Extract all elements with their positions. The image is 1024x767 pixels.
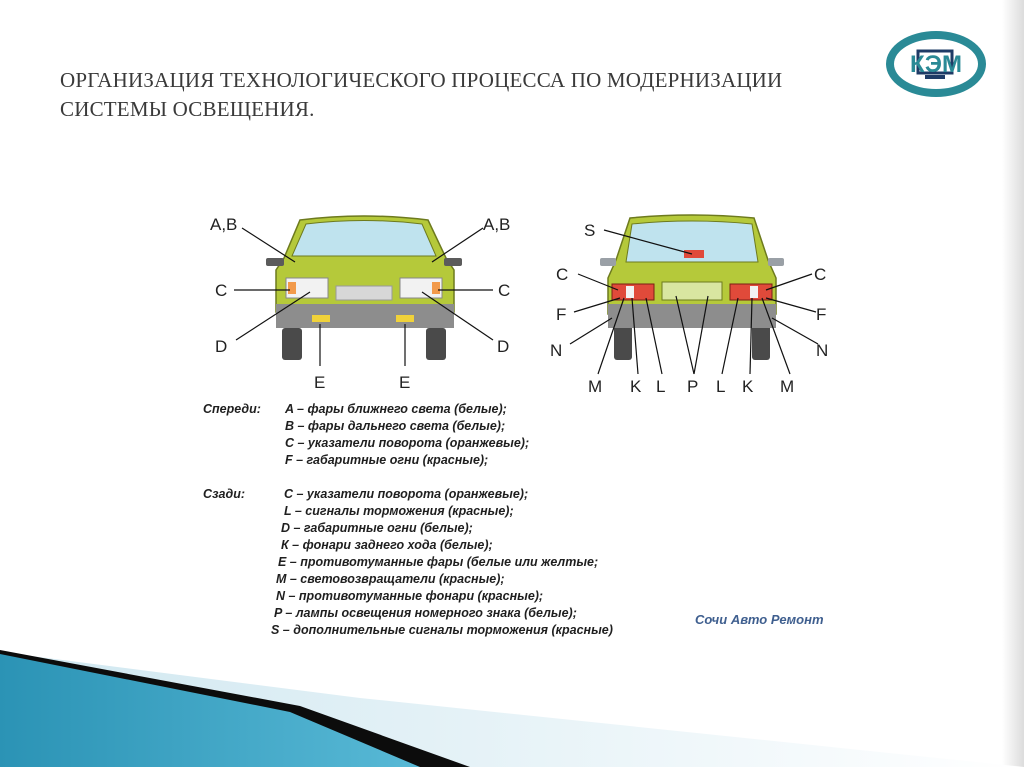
legend-rear-item: E – противотуманные фары (белые или желтые; (278, 555, 599, 569)
label-front-e-left: E (314, 373, 326, 392)
label-front-d-left: D (215, 337, 228, 356)
label-front-c-left: C (215, 281, 228, 300)
legend-rear-item: C – указатели поворота (оранжевые); (284, 487, 529, 501)
slide-title-line2: СИСТЕМЫ ОСВЕЩЕНИЯ. (60, 97, 315, 121)
kem-logo (883, 27, 989, 101)
front-windshield (292, 221, 436, 257)
legend-rear-item: L – сигналы торможения (красные); (284, 504, 514, 518)
front-car (266, 216, 462, 360)
label-rear-n-right: N (816, 341, 829, 360)
label-front-d-right: D (497, 337, 510, 356)
front-left-wheel (282, 328, 302, 360)
label-rear-bottom-l-left: L (656, 377, 666, 396)
front-left-fog-light (312, 315, 330, 322)
label-rear-c-left: C (556, 265, 569, 284)
slide-title-line1: ОРГАНИЗАЦИЯ ТЕХНОЛОГИЧЕСКОГО ПРОЦЕССА ПО МОДЕРНИЗАЦИИ (60, 68, 783, 92)
label-rear-f-right: F (816, 305, 827, 324)
front-left-mirror (266, 258, 284, 266)
label-rear-c-right: C (814, 265, 827, 284)
front-bumper (276, 304, 454, 328)
label-front-c-right: C (498, 281, 511, 300)
label-front-e-right: E (399, 373, 411, 392)
label-rear-f-left: F (556, 305, 567, 324)
source-caption: Сочи Авто Ремонт (695, 612, 824, 627)
legend-front-heading: Спереди: (203, 402, 261, 416)
label-front-ab-left: A,B (210, 215, 238, 234)
front-right-wheel (426, 328, 446, 360)
rear-left-reverse-light (626, 286, 634, 298)
legend-front-item: B – фары дальнего света (белые); (285, 419, 506, 433)
label-rear-bottom-k-left: K (630, 377, 642, 396)
label-rear-bottom-k-right: K (742, 377, 754, 396)
legend-rear-item: S – дополнительные сигналы торможения (красные) (271, 623, 613, 637)
label-rear-bottom-p: P (687, 377, 699, 396)
legend-front-item: A – фары ближнего света (белые); (285, 402, 507, 416)
label-front-ab-right: A,B (483, 215, 511, 234)
rear-left-wheel (614, 324, 632, 360)
rear-left-mirror (600, 258, 616, 266)
slide-title (60, 66, 860, 124)
rear-right-mirror (768, 258, 784, 266)
legend-rear-heading: Сзади: (203, 487, 246, 501)
front-left-turn-signal (288, 282, 296, 294)
legend-rear-item: К – фонари заднего хода (белые); (281, 538, 493, 552)
label-rear-s: S (584, 221, 596, 240)
legend-rear-item: M – световозвращатели (красные); (276, 572, 505, 586)
front-right-fog-light (396, 315, 414, 322)
rear-right-reverse-light (750, 286, 758, 298)
legend-rear-item: P – лампы освещения номерного знака (белые); (274, 606, 577, 620)
rear-right-wheel (752, 324, 770, 360)
front-grille (336, 286, 392, 300)
legend-rear-item: D – габаритные огни (белые); (281, 521, 473, 535)
label-rear-n-left: N (550, 341, 563, 360)
lighting-diagram (200, 200, 850, 400)
front-right-mirror (444, 258, 462, 266)
bottom-decoration (0, 640, 1024, 767)
label-rear-bottom-l-right: L (716, 377, 726, 396)
label-rear-bottom-m-left: M (588, 377, 603, 396)
legend-front-item: F – габаритные огни (красные); (285, 453, 489, 467)
logo-text: КЭМ (909, 51, 963, 78)
legend-rear-item: N – противотуманные фонари (красные); (276, 589, 544, 603)
legend-front-item: C – указатели поворота (оранжевые); (285, 436, 530, 450)
front-right-turn-signal (432, 282, 440, 294)
rear-license-plate-area (662, 282, 722, 300)
label-rear-bottom-m-right: M (780, 377, 795, 396)
rear-high-brake-light (684, 250, 704, 258)
